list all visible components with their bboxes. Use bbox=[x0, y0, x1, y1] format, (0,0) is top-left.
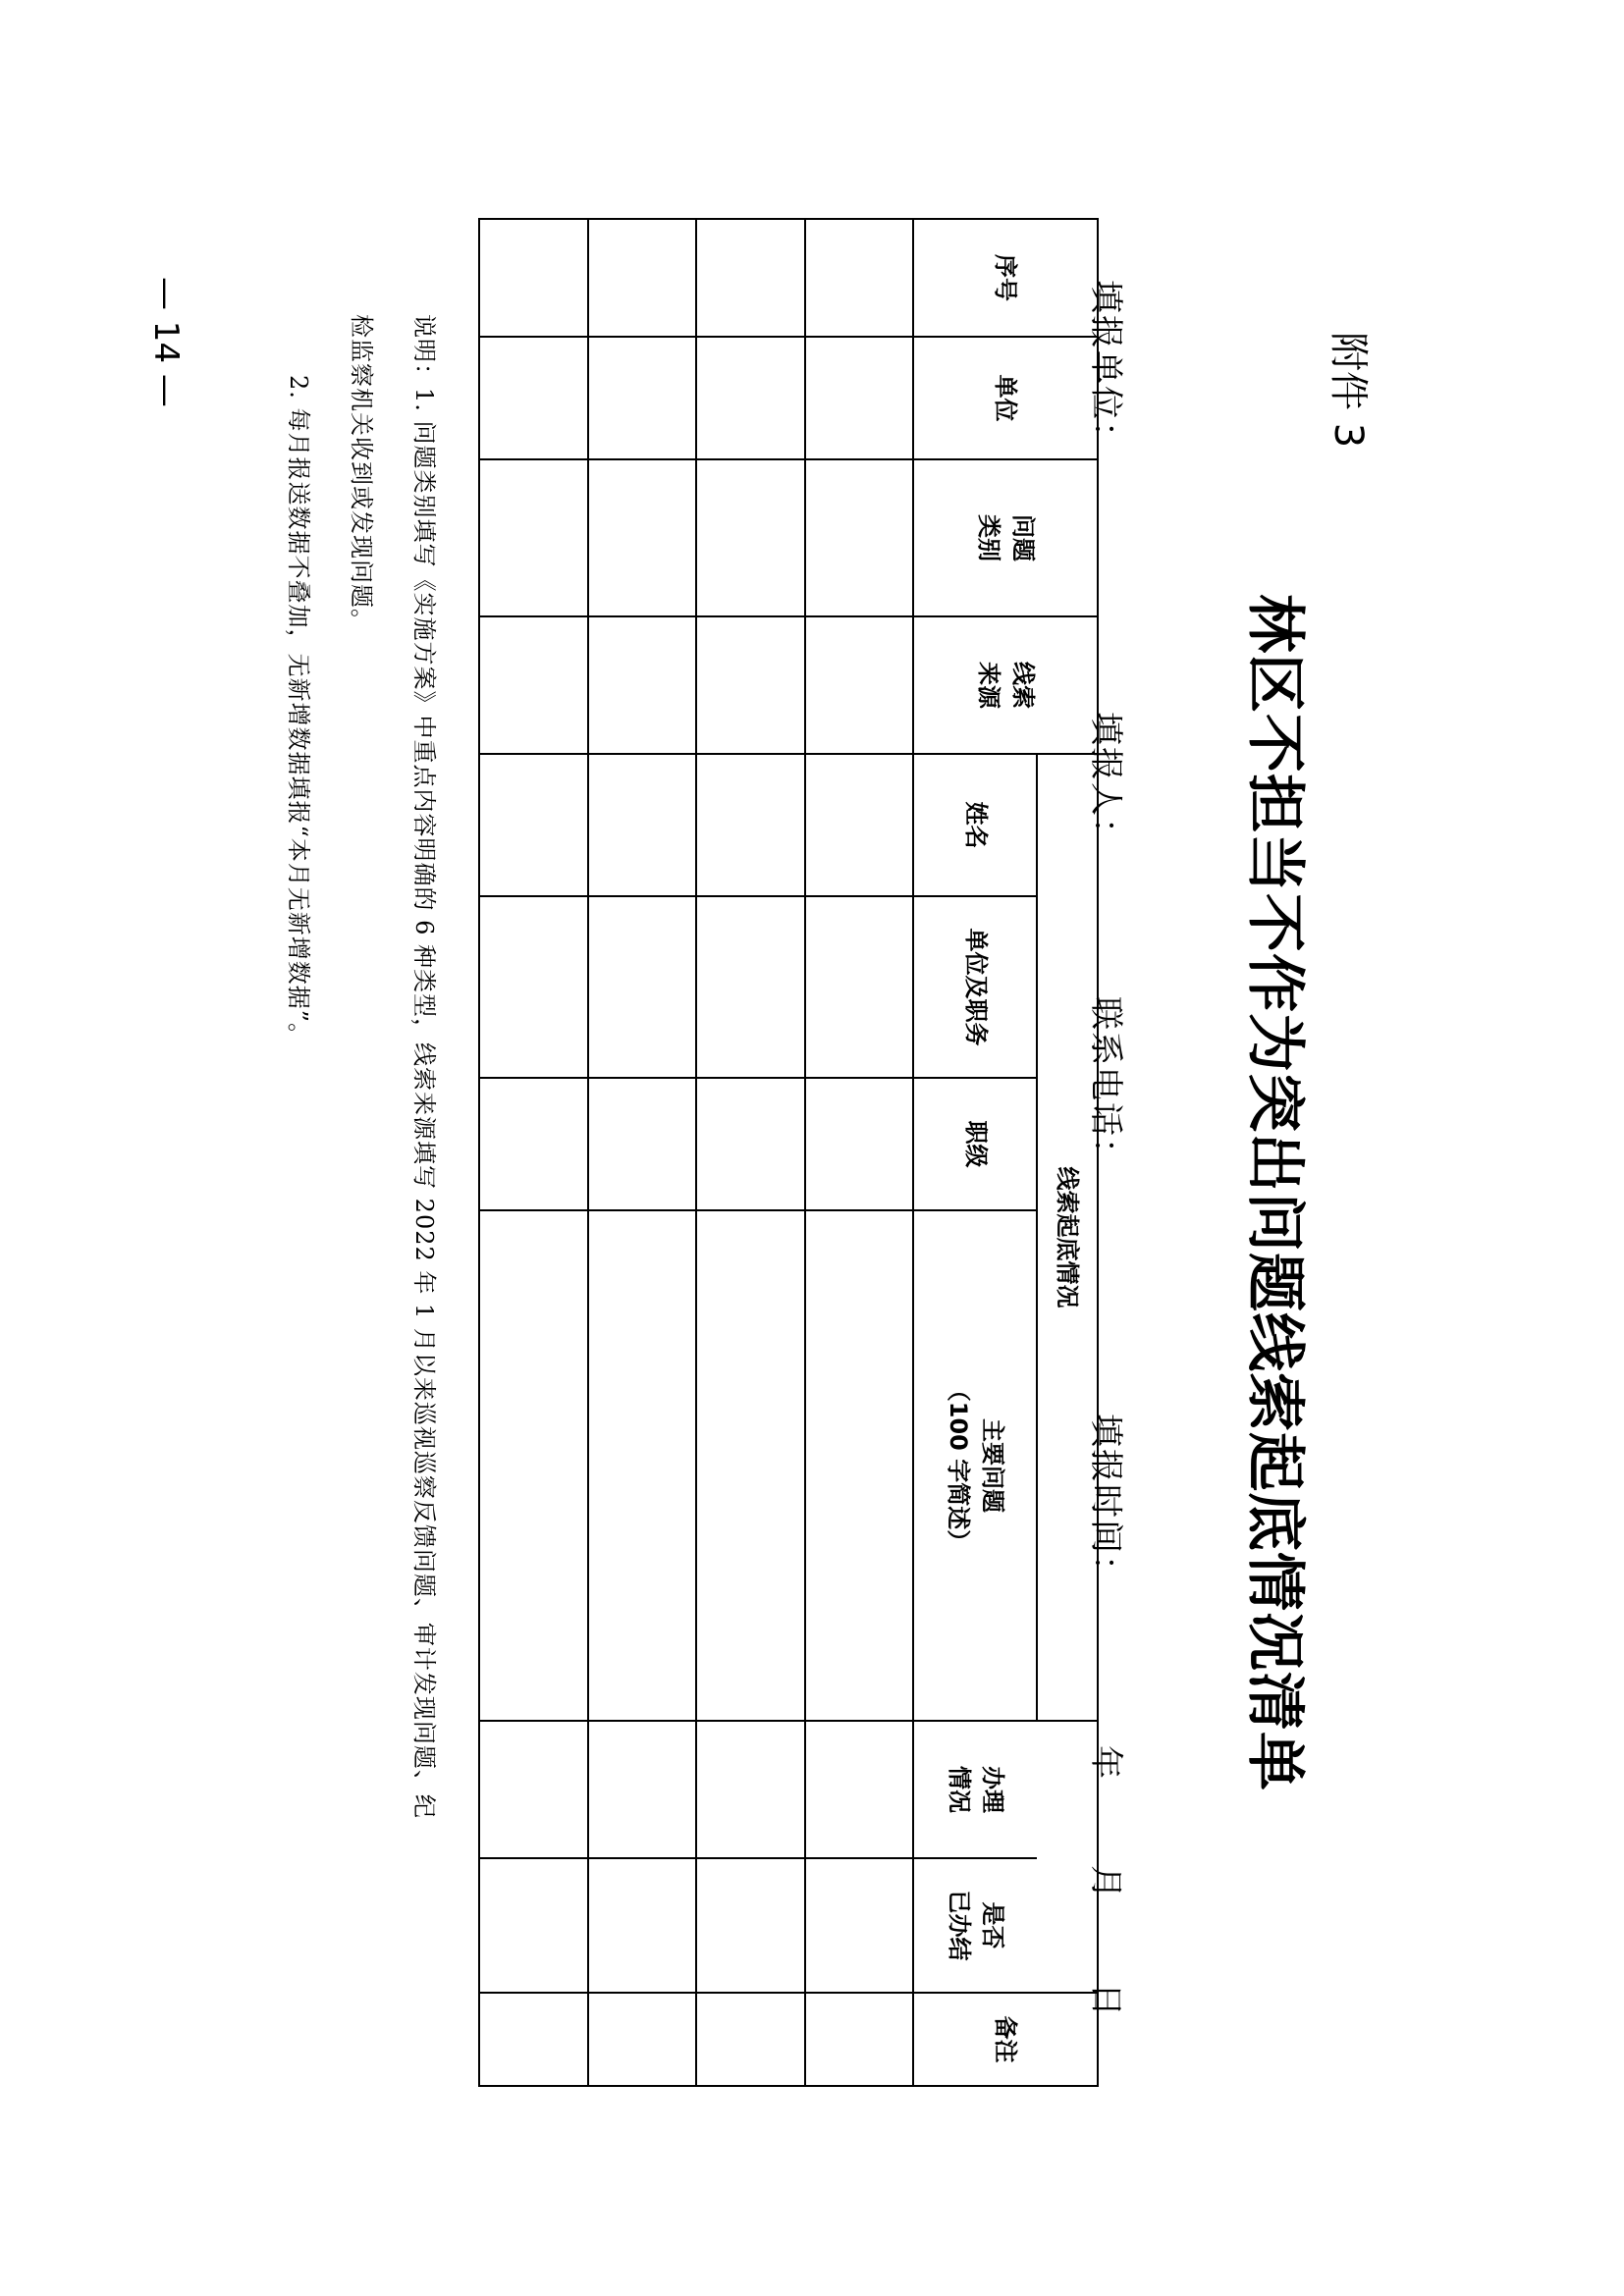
table-cell bbox=[805, 1721, 914, 1858]
header-issue bbox=[913, 1210, 1037, 1721]
table-cell bbox=[696, 616, 805, 754]
table-cell bbox=[696, 1721, 805, 1858]
header-closed-text: 是否 已办结 bbox=[945, 1890, 1007, 1961]
clue-table bbox=[478, 218, 1099, 2087]
header-name: 姓名 bbox=[913, 754, 1037, 896]
header-source bbox=[913, 616, 1098, 754]
month-label: 月 bbox=[1086, 1865, 1125, 1898]
document-title: 林区不担当不作为突出问题线索起底情况清单 bbox=[1240, 594, 1309, 1791]
table-row bbox=[696, 219, 805, 2086]
table-cell bbox=[588, 1858, 697, 1993]
table-cell bbox=[479, 459, 588, 616]
header-remarks: 备注 bbox=[913, 1993, 1098, 2086]
table-cell bbox=[588, 1210, 697, 1721]
table-cell bbox=[696, 459, 805, 616]
table-cell bbox=[479, 1078, 588, 1210]
table-cell bbox=[805, 459, 914, 616]
table-cell bbox=[696, 754, 805, 896]
table-cell bbox=[696, 1858, 805, 1993]
table-cell bbox=[696, 896, 805, 1078]
header-blank-top bbox=[1037, 1721, 1098, 1993]
header-handling-text: 办理 情况 bbox=[945, 1766, 1007, 1813]
header-position: 单位及职务 bbox=[913, 896, 1037, 1078]
table-cell bbox=[588, 219, 697, 337]
table-cell bbox=[479, 754, 588, 896]
header-closed bbox=[913, 1858, 1037, 1993]
note-line-1: 说明：1. 问题类别填写《实施方案》中重点内容明确的 6 种类型，线索来源填写 2022 年 1 月以来巡视巡察反馈问题、审计发现问题、纪 bbox=[410, 314, 438, 1819]
table-cell bbox=[588, 337, 697, 459]
table-cell bbox=[805, 219, 914, 337]
phone-label: 联系电话： bbox=[1086, 996, 1125, 1173]
table-cell bbox=[805, 1993, 914, 2086]
table-cell bbox=[479, 219, 588, 337]
notes-block bbox=[267, 314, 456, 1819]
table-cell bbox=[588, 616, 697, 754]
table-cell bbox=[805, 616, 914, 754]
table-cell bbox=[805, 1078, 914, 1210]
attachment-label: 附件 3 bbox=[1326, 332, 1371, 449]
day-label: 日 bbox=[1086, 1983, 1125, 2016]
table-cell bbox=[479, 616, 588, 754]
header-handling bbox=[913, 1721, 1037, 1858]
report-time-label: 填报时间： bbox=[1086, 1414, 1125, 1590]
table-cell bbox=[588, 1993, 697, 2086]
table-cell bbox=[588, 459, 697, 616]
header-seq: 序号 bbox=[913, 219, 1098, 337]
table-cell bbox=[479, 1210, 588, 1721]
table-row bbox=[479, 219, 588, 2086]
reporter-label: 填报人： bbox=[1086, 712, 1125, 853]
table-cell bbox=[696, 1078, 805, 1210]
year-label: 年 bbox=[1086, 1745, 1125, 1779]
header-category-text: 问题 类别 bbox=[975, 514, 1037, 561]
table-cell bbox=[588, 896, 697, 1078]
table-cell bbox=[696, 337, 805, 459]
table-row bbox=[805, 219, 914, 2086]
header-clue-group: 线索起底情况 bbox=[1037, 754, 1098, 1721]
reporting-unit-label: 填报单位： bbox=[1086, 280, 1125, 456]
table-cell bbox=[479, 896, 588, 1078]
table-cell bbox=[805, 754, 914, 896]
note-line-3: 2. 每月报送数据不叠加，无新增数据填报“本月无新增数据”。 bbox=[285, 375, 312, 1048]
table-row bbox=[588, 219, 697, 2086]
table-cell bbox=[479, 1858, 588, 1993]
table-cell bbox=[696, 1210, 805, 1721]
header-unit: 单位 bbox=[913, 337, 1098, 459]
table-cell bbox=[696, 219, 805, 337]
table-cell bbox=[805, 1210, 914, 1721]
header-source-text: 线索 来源 bbox=[975, 662, 1037, 709]
header-rank: 职级 bbox=[913, 1078, 1037, 1210]
table-cell bbox=[588, 754, 697, 896]
table-cell bbox=[805, 1858, 914, 1993]
note-line-2: 检监察机关收到或发现问题。 bbox=[348, 314, 375, 633]
table-cell bbox=[588, 1721, 697, 1858]
table-cell bbox=[588, 1078, 697, 1210]
table-cell bbox=[805, 896, 914, 1078]
header-issue-text: 主要问题 （100 字简述） bbox=[945, 1377, 1006, 1554]
page-number: — 14 — bbox=[146, 277, 186, 407]
table-cell bbox=[479, 337, 588, 459]
table-cell bbox=[479, 1721, 588, 1858]
table-cell bbox=[805, 337, 914, 459]
table-cell bbox=[479, 1993, 588, 2086]
header-category bbox=[913, 459, 1098, 616]
table-cell bbox=[696, 1993, 805, 2086]
